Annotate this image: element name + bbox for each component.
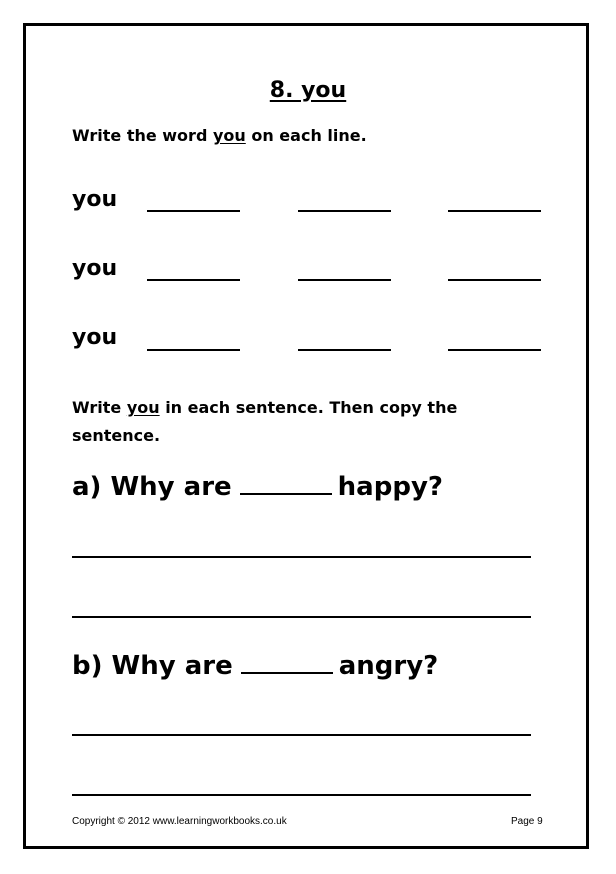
copy-line[interactable] bbox=[72, 734, 531, 736]
instruction-1 bbox=[72, 126, 367, 145]
worksheet-title: 8. you bbox=[269, 78, 347, 103]
instruction-2-line-1 bbox=[72, 398, 457, 417]
sentence-b-prefix: b) Why are bbox=[72, 651, 233, 681]
instruction-1-text-end: on each line. bbox=[245, 126, 367, 145]
practice-word-1: you bbox=[72, 187, 118, 212]
page-number: Page 9 bbox=[511, 816, 543, 827]
sentence-a-blank[interactable] bbox=[240, 493, 332, 495]
sentence-b-blank[interactable] bbox=[241, 672, 333, 674]
copyright-text: Copyright © 2012 www.learningworkbooks.co.uk bbox=[72, 816, 287, 827]
sentence-a bbox=[72, 472, 443, 502]
writing-line[interactable] bbox=[298, 279, 391, 281]
sentence-b-suffix: angry? bbox=[338, 651, 439, 681]
instruction-2-text-end: in each sentence. Then copy the bbox=[159, 398, 458, 417]
writing-line[interactable] bbox=[147, 349, 240, 351]
writing-line[interactable] bbox=[448, 210, 541, 212]
instruction-2-text: Write bbox=[72, 398, 127, 417]
practice-word-2: you bbox=[72, 256, 118, 281]
copy-line[interactable] bbox=[72, 794, 531, 796]
instruction-1-word: you bbox=[212, 126, 246, 145]
sentence-a-suffix: happy? bbox=[337, 472, 443, 502]
writing-line[interactable] bbox=[298, 349, 391, 351]
practice-word-3: you bbox=[72, 325, 118, 350]
writing-line[interactable] bbox=[448, 349, 541, 351]
writing-line[interactable] bbox=[298, 210, 391, 212]
writing-line[interactable] bbox=[147, 279, 240, 281]
writing-line[interactable] bbox=[448, 279, 541, 281]
writing-line[interactable] bbox=[147, 210, 240, 212]
copy-line[interactable] bbox=[72, 556, 531, 558]
instruction-1-text: Write the word bbox=[72, 126, 213, 145]
copy-line[interactable] bbox=[72, 616, 531, 618]
instruction-2-line-2: sentence. bbox=[72, 426, 161, 445]
sentence-b bbox=[72, 651, 438, 681]
sentence-a-prefix: a) Why are bbox=[72, 472, 232, 502]
instruction-2-word: you bbox=[126, 398, 160, 417]
